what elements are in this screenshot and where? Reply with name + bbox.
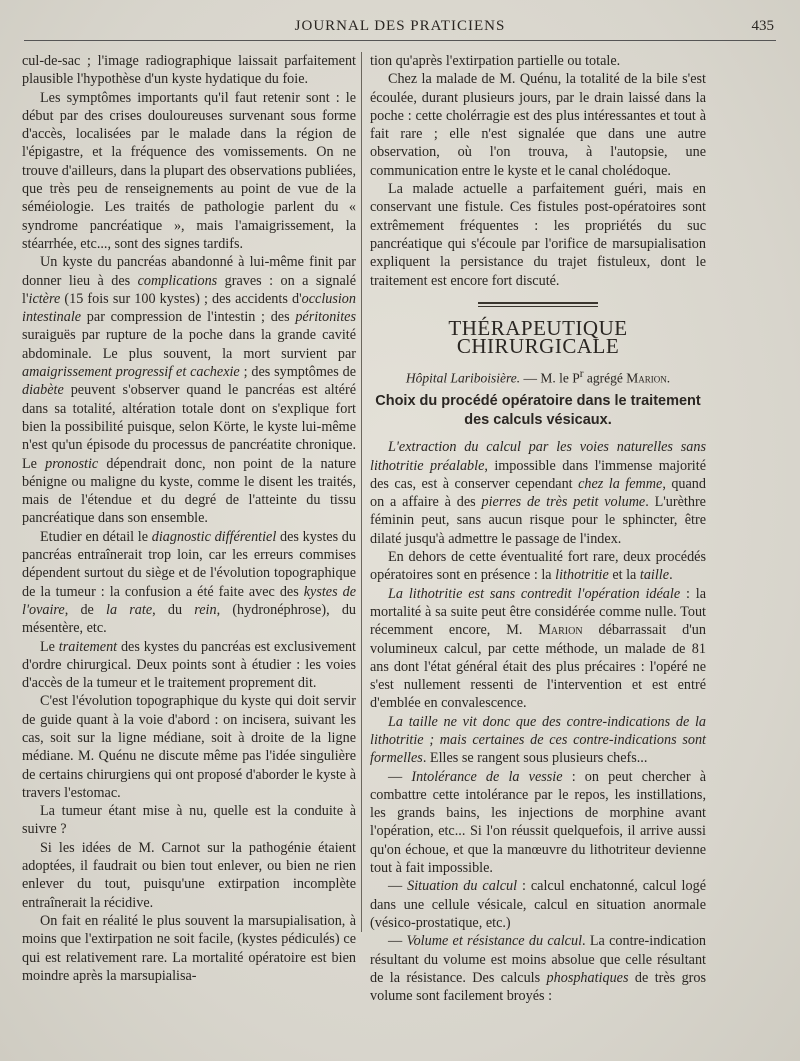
- journal-title: JOURNAL DES PRATICIENS: [294, 18, 506, 34]
- paragraph: Les symptômes importants qu'il faut retenir sont : le début par des crises douloureuses survenant sous forme d'accès, localisées par le malade dans la région de l'épigastre, et la fréquence des vomissements. On ne trouve d'ailleurs, dans la plupart des observations publiées, que très peu de renseignements au point de vue de la séméiologie. Les traités de pathologie parlent du « syndrome pancréatique », mais l'amaigrissement, la stéarrhée, etc..., sont des signes tardifs.: [22, 89, 356, 252]
- italic-run: pierres de très petit volume: [481, 494, 646, 511]
- italic-run: diabète: [22, 382, 64, 399]
- italic-run: la rate: [106, 601, 153, 618]
- paragraph: tion qu'après l'extirpation partielle ou totale.: [370, 53, 621, 69]
- text-run: Un kyste du pancréas abandonné à lui-même finit par donner lieu à des: [22, 254, 356, 289]
- italic-run: Situation du calcul: [407, 878, 518, 895]
- italic-run: amaigrissement progressif et cachexie: [22, 364, 240, 381]
- text-run: de très gros volume sont facilement broyés :: [370, 969, 706, 1005]
- article-byline: [370, 365, 706, 388]
- italic-run: Intolérance de la vessie: [411, 768, 563, 785]
- left-column: [22, 52, 356, 985]
- text-run: ; des symptômes de: [239, 364, 356, 381]
- text-run: : la mortalité à sa suite peut être considérée comme nulle. Tout récemment encore, M.: [370, 585, 706, 639]
- italic-run: rein: [194, 601, 217, 618]
- paragraph: La malade actuelle a parfaitement guéri, mais en conservant une fistule. Ces fistules post-opératoires sont extrêmement fréquentes : les propriétés du suc pancréatique qui s'écoule par l'orifice de marsupialisation expliquent la persistance du trajet fistuleux, dont le traitement est encore fort discuté.: [370, 181, 706, 289]
- paragraph: La tumeur étant mise à nu, quelle est la conduite à suivre ?: [22, 803, 356, 838]
- author-name: Marion: [538, 622, 583, 639]
- text-run: Le: [40, 638, 59, 655]
- text-run: En dehors de cette éventualité fort rare, deux procédés opératoires sont en présence : la: [370, 549, 706, 584]
- italic-run: Volume et résistance du calcul: [406, 933, 583, 950]
- text-run: des kystes du pancréas est exclusivement d'ordre chirurgical. Deux points sont à étudier : les voies d'accès de la tumeur et le traitement proprement dit.: [22, 638, 356, 692]
- paragraph: Chez la malade de M. Quénu, la totalité de la bile s'est écoulée, durant plusieurs jours, par le drain laissé dans la poche : cette cholérragie est des plus intéressantes et tout à fait rare ; elle n'est signalée que dans une autre observation, où l'on trouva, à l'autopsie, une communication entre le kyste et le canal cholédoque.: [370, 71, 706, 179]
- text-run: débarrassait d'un volumineux calcul, par cette méthode, un malade de 81 ans dont l'état général était des plus précaires : l'opéré ne s'est nullement ressenti de l'intervention et est entré d'emblée en convalescence.: [370, 622, 706, 712]
- right-column: [370, 52, 706, 1005]
- text-run: par compression de l'intestin ; des: [81, 309, 296, 326]
- italic-run: chez la femme: [578, 475, 663, 492]
- author-name: Marion: [626, 370, 667, 386]
- text-run: .: [669, 567, 673, 584]
- text-run: suraiguës par rupture de la poche dans la grande cavité abdominale. Le plus souvent, la mort survient par: [22, 327, 356, 362]
- text-run: Etudier en détail le: [40, 528, 152, 545]
- paragraph: [370, 932, 706, 1005]
- text-run: . La contre-indication résultant du volume est moins absolue que celle résultant de la résistance. Des calculs: [370, 933, 707, 986]
- superscript: r: [579, 368, 584, 381]
- paragraph: [22, 253, 356, 527]
- italic-run: taille: [639, 567, 670, 584]
- italic-run: La lithotritie est sans contredit l'opération idéale: [388, 585, 681, 602]
- italic-run: L'extraction du calcul par les voies naturelles sans lithotritie préalable: [370, 439, 706, 474]
- paragraph: [370, 877, 706, 932]
- paragraph: [370, 768, 706, 878]
- section-rule: [478, 302, 598, 307]
- italic-run: La taille ne vit donc que des contre-indications de la lithotritie ; mais certaines de ces contre-indications sont formelles: [370, 713, 706, 767]
- text-run: , (hydronéphrose), du mésentère, etc.: [22, 601, 357, 637]
- paragraph: On fait en réalité le plus souvent la marsupialisation, à moins que l'extirpation ne soit facile, (kystes pédiculés) ce qui est relativement rare. La mortalité opératoire est bien moindre après la marsupialisa-: [22, 912, 356, 984]
- text-run: agrégé: [583, 370, 627, 386]
- italic-run: pronostic: [45, 455, 99, 472]
- text-run: , quand on a affaire à des: [370, 475, 706, 511]
- text-run: et la: [608, 567, 640, 584]
- paragraph: [22, 528, 356, 638]
- article-title: Choix du procédé opératoire dans le traitement des calculs vésicaux.: [375, 393, 701, 429]
- paragraph: C'est l'évolution topographique du kyste qui doit servir de guide quant à la voie d'abord : on incisera, suivant les cas, soit sur la ligne médiane, soit à droite de la ligne médiane. M. Quénu ne discute même pas l'idée singulière de certains chirurgiens qui ont proposé d'aborder le kyste à travers l'estomac.: [22, 693, 356, 801]
- page-number: 435: [751, 18, 774, 34]
- paragraph: cul-de-sac ; l'image radiographique laissait parfaitement plausible l'hypothèse d'un kyste hydatique du foie.: [22, 53, 356, 88]
- hospital-name: Hôpital Lariboisière.: [405, 370, 521, 386]
- italic-run: péritonites: [295, 309, 356, 326]
- paragraph: [22, 638, 356, 693]
- paragraph: [370, 585, 706, 713]
- paragraph: [370, 713, 706, 768]
- text-run: : on peut chercher à combattre cette intolérance par le repos, les instillations, les grands bains, les injections de morphine avant l'opération, etc... Si l'on réussit quelquefois, il arrive aussi qu'on échoue, et que la manœuvre du lithotriteur devienne tout à fait impossible.: [370, 768, 706, 877]
- text-run: : calcul enchatonné, calcul logé dans une cellule vésicale, calcul en situation anormale (vésico-prostatique, etc.): [370, 878, 706, 931]
- text-run: graves : on a signalé l': [22, 272, 357, 307]
- text-run: dépendrait donc, non point de la nature bénigne ou maligne du kyste, comme le disent les traités, mais de l'étendue et du degré de l'atteinte du tissu pancréatique dans son ensemble.: [22, 455, 357, 527]
- text-run: . Elles se rangent sous plusieurs chefs...: [422, 750, 648, 767]
- text-run: — M. le P: [520, 370, 580, 386]
- italic-run: diagnostic différentiel: [151, 528, 277, 545]
- italic-run: occlusion intestinale: [22, 290, 356, 326]
- text-run: .: [666, 370, 671, 386]
- text-run: . L'urèthre féminin peut, sans aucun risque pour le sphincter, être dilaté jusqu'à admettre le passage de l'index.: [370, 494, 706, 547]
- paragraph: Si les idées de M. Carnot sur la pathogénie étaient adoptées, il faudrait ou bien tout enlever, ou bien ne rien enlever du tout, puisqu'une extirpation incomplète entraînerait la récidive.: [22, 839, 356, 911]
- text-run: peuvent s'observer quand le pancréas est altéré dans sa totalité, altération totale dont on s'explique fort bien la possibilité puisque, selon Körte, le kyste lui-même n'est qu'un épisode du processus de pancréatite chronique. Le: [22, 382, 356, 472]
- text-run: , de: [64, 601, 107, 618]
- italic-run: lithotritie: [555, 567, 609, 584]
- paragraph: [370, 548, 706, 585]
- text-run: —: [388, 933, 407, 950]
- text-run: , du: [152, 601, 195, 618]
- italic-run: traitement: [58, 638, 118, 655]
- section-title: THÉRAPEUTIQUE CHIRURGICALE: [448, 315, 628, 359]
- italic-run: ictère: [28, 290, 61, 307]
- italic-run: complications: [137, 272, 218, 289]
- italic-run: phosphatiques: [546, 969, 629, 986]
- running-header: [24, 18, 776, 41]
- text-run: , impossible dans l'immense majorité des cas, est à conserver cependant: [370, 457, 706, 492]
- italic-run: kystes de l'ovaire: [22, 583, 356, 618]
- column-divider: [361, 52, 362, 932]
- text-run: des kystes du pancréas entraînerait trop loin, car les erreurs commises dépendent surtout du siège et de l'évolution topographique de la tumeur : la confusion a été faite avec des: [22, 528, 356, 600]
- text-run: (15 fois sur 100 kystes) ; des accidents d': [60, 290, 302, 307]
- text-run: —: [388, 768, 412, 785]
- paragraph: [370, 438, 706, 548]
- text-run: —: [388, 878, 408, 895]
